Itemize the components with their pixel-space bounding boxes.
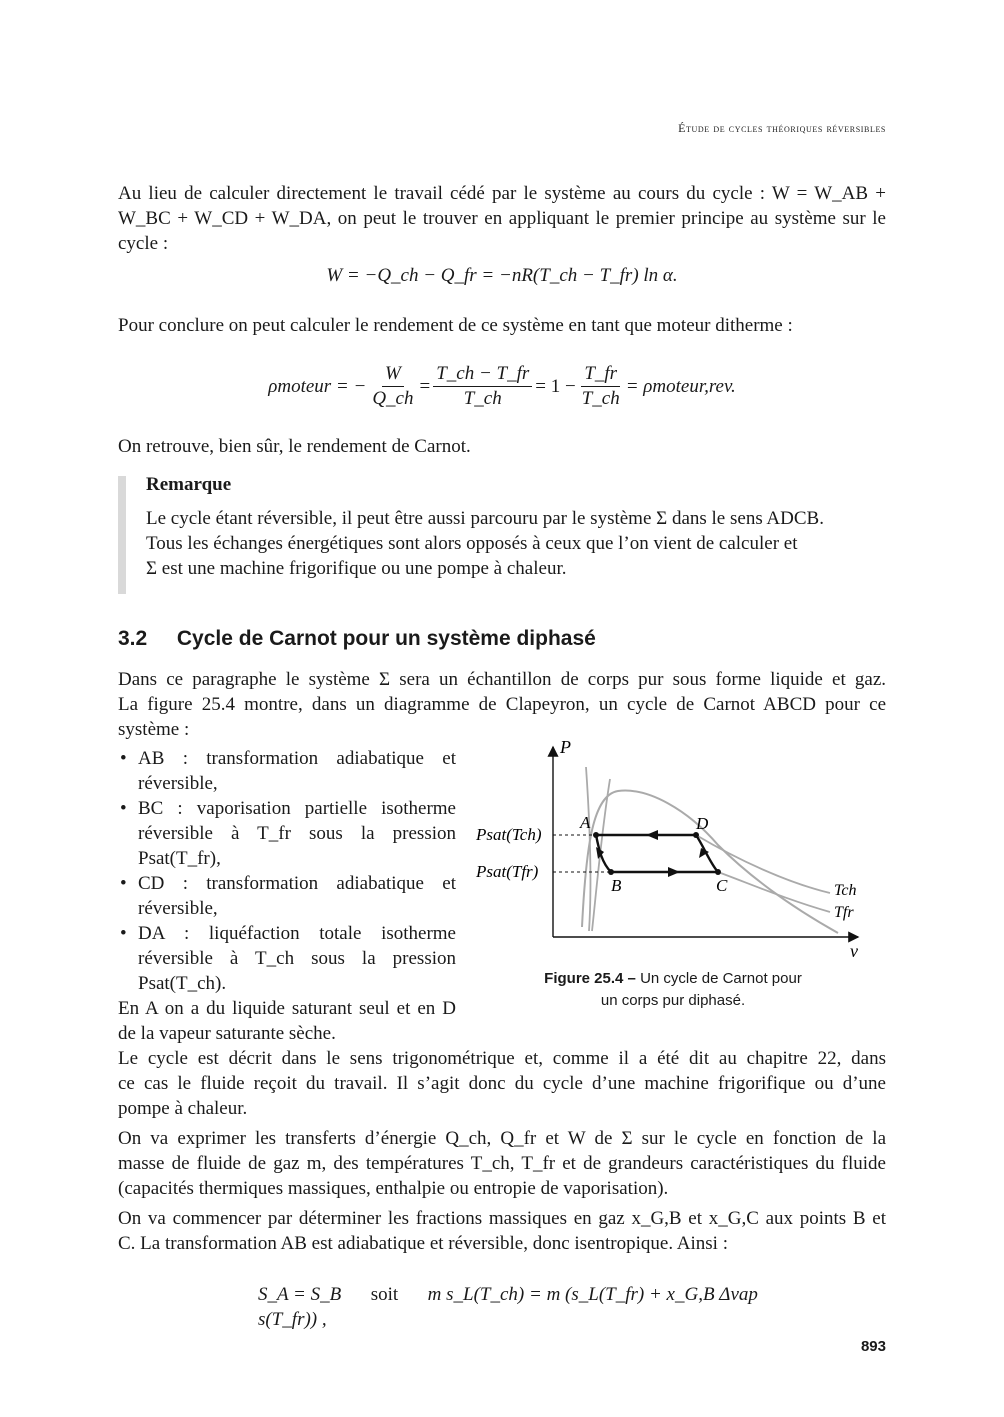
caption-line-2: un corps pur diphasé. (600, 992, 746, 1009)
label-point-d: D (696, 814, 709, 833)
conclusion-text: Pour conclure on peut calculer le rendement de ce système en tant que moteur ditherme : (118, 315, 793, 336)
eq-equals-1: = (419, 375, 431, 397)
para2-line-1: Le cycle est décrit dans le sens trigonométrique et, comme il a été dit au chapitre 22, dans (118, 1048, 886, 1069)
arrow-da (646, 830, 658, 840)
figure-caption (498, 968, 848, 1012)
equation-work: W = −Q_ch − Q_fr = −nR(T_ch − T_fr) ln α. (326, 265, 678, 286)
caption-line-1: Un cycle de Carnot pour (640, 970, 802, 987)
label-point-b: B (611, 876, 622, 895)
section-heading (118, 627, 596, 651)
para4-line-1: On va commencer par déterminer les fractions massiques en gaz x_G,B et x_G,C aux points B et (118, 1208, 886, 1229)
eq-fraction-3 (579, 362, 623, 411)
axis-label-p: P (560, 737, 571, 757)
axis-label-v: v (850, 941, 858, 961)
point-b-dot (608, 869, 614, 875)
eq-fraction-1-num: W (382, 362, 404, 387)
equation-entropy (258, 1282, 818, 1332)
after-bullets-text: En A on a du liquide saturant seul et en D de la vapeur saturante sèche. (118, 998, 456, 1044)
carnot-text: On retrouve, bien sûr, le rendement de Carnot. (118, 436, 471, 457)
remark-line-2: Tous les échanges énergétiques sont alors opposés à ceux que l’on vient de calculer et (146, 533, 798, 554)
remark-title: Remarque (146, 474, 232, 495)
eq-fraction-3-num: T_fr (581, 362, 620, 387)
para4-line-2: C. La transformation AB est adiabatique et réversible, donc isentropique. Ainsi : (118, 1233, 728, 1254)
section-line-1: Dans ce paragraphe le système Σ sera un échantillon de corps pur sous forme liquide et gaz. (118, 669, 886, 690)
intro-paragraph (118, 181, 886, 256)
equation-efficiency (118, 356, 886, 416)
label-curve-tch: Tch (834, 882, 857, 899)
section-line-3: système : (118, 719, 190, 740)
running-header: Étude de cycles théoriques réversibles (678, 121, 886, 135)
intro-line-2: W_BC + W_CD + W_DA, on peut le trouver en appliquant le premier principe au système sur le (118, 208, 886, 229)
eq-lhs: ρmoteur = − (268, 375, 367, 397)
para3-line-1: On va exprimer les transferts d’énergie Q_ch, Q_fr et W de Σ sur le cycle en fonction de la (118, 1128, 886, 1149)
eq-fraction-2-num: T_ch − T_fr (433, 362, 532, 387)
section-line-2: La figure 25.4 montre, dans un diagramme de Clapeyron, un cycle de Carnot ABCD pour ce (118, 694, 886, 715)
remark-line-3: Σ est une machine frigorifique ou une pompe à chaleur. (146, 558, 567, 579)
paragraph-energy-transfers (118, 1126, 886, 1201)
bullet-bc: • BC : vaporisation partielle isotherme réversible à T_fr sous la pression Psat(T_fr), (118, 796, 456, 871)
label-curve-tfr: Tfr (834, 904, 854, 921)
bullet-da: • DA : liquéfaction totale isotherme réversible à T_ch sous la pression Psat(T_ch). (118, 921, 456, 996)
eq-fraction-3-den: T_ch (581, 387, 620, 409)
eq-fraction-2 (433, 362, 532, 411)
eq-final-lhs: S_A = S_B (258, 1284, 342, 1305)
para2-line-2: ce cas le fluide reçoit du travail. Il s’agit donc du cycle d’une machine frigorifique ou d’une (118, 1073, 886, 1094)
paragraph-cycle-direction (118, 1046, 886, 1121)
eq-mid: = 1 − (535, 375, 576, 397)
caption-label: Figure 25.4 – (544, 970, 636, 987)
clapeyron-diagram (468, 735, 888, 965)
intro-line-3: cycle : (118, 233, 169, 254)
label-point-c: C (716, 876, 728, 895)
point-a-dot (593, 832, 599, 838)
paragraph-mass-fractions (118, 1206, 886, 1256)
figure-carnot-diagram (468, 735, 888, 1015)
page-number: 893 (860, 1338, 886, 1355)
point-c-dot (715, 869, 721, 875)
section-number: 3.2 (118, 627, 148, 650)
section-title: Cycle de Carnot pour un système diphasé (176, 627, 596, 650)
bullet-cd: • CD : transformation adiabatique et réversible, (118, 871, 456, 921)
para3-line-3: (capacités thermiques massiques, enthalpie ou entropie de vaporisation). (118, 1178, 669, 1199)
remark-line-1: Le cycle étant réversible, il peut être aussi parcouru par le système Σ dans le sens ADCB. (146, 508, 824, 529)
intro-line-1: Au lieu de calculer directement le travail cédé par le système au cours du cycle : W = W_AB + (118, 183, 886, 204)
bullet-ab: • AB : transformation adiabatique et réversible, (118, 746, 456, 796)
eq-final-rhs: m s_L(T_ch) = m (s_L(T_fr) + x_G,B Δvap s(T_fr)) , (258, 1284, 758, 1330)
para2-line-3: pompe à chaleur. (118, 1098, 248, 1119)
para3-line-2: masse de fluide de gaz m, des températures T_ch, T_fr et de grandeurs caractéristiques du fluide (118, 1153, 886, 1174)
bullet-list (118, 746, 456, 1046)
label-point-a: A (580, 813, 591, 832)
label-psat-tch: Psat(Tch) (476, 825, 542, 844)
section-paragraph (118, 667, 886, 742)
eq-fraction-1-den: Q_ch (372, 387, 414, 409)
eq-rhs: = ρmoteur,rev. (625, 375, 736, 397)
eq-final-soit: soit (370, 1284, 399, 1305)
arrow-bc (668, 867, 680, 877)
remark-box (118, 476, 886, 594)
eq-fraction-2-den: T_ch (463, 387, 502, 409)
eq-fraction-1 (369, 362, 416, 411)
label-psat-tfr: Psat(Tfr) (476, 862, 539, 881)
